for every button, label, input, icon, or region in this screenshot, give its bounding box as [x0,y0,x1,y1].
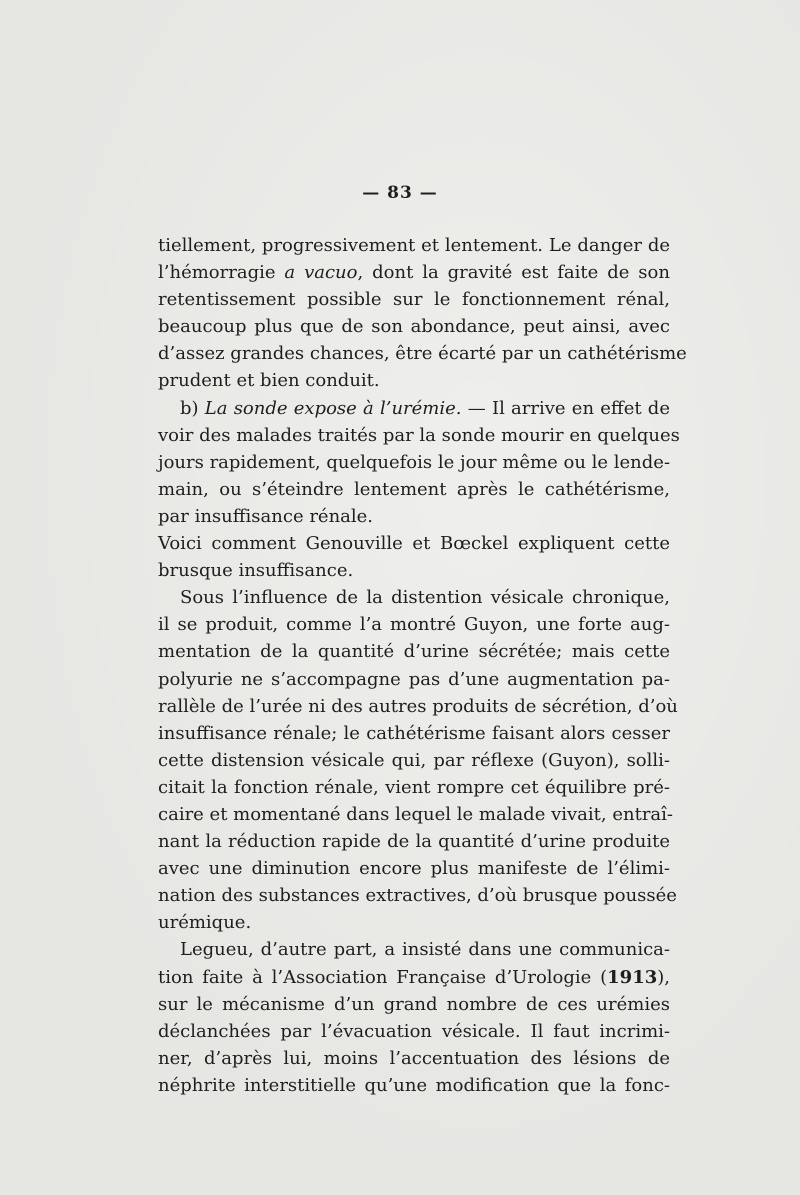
text-span: il se produit, comme l’a montré Guyon, une forte aug- [158,614,670,636]
text-span: tiellement, progressivement et lentement. Le danger de [158,235,670,256]
text-span: nation des substances extractives, d’où brusque poussée [158,885,677,907]
text-line [158,340,687,367]
italic-text: a vacuo [284,262,358,284]
text-span: — Il arrive en effet de [461,397,670,419]
text-span: néphrite interstitielle qu’une modification que la fonc- [158,1074,670,1096]
text-span: polyurie ne s’accompagne pas d’une augmentation pa- [158,668,670,690]
paragraph [158,530,670,584]
body-text [158,232,687,1099]
text-line [158,747,670,774]
text-span: Sous l’influence de la distention vésicale chronique, [180,587,670,609]
text-span: prudent et bien conduit. [158,370,380,392]
text-span: déclanchées par l’évacuation vésicale. Il faut incrimi- [158,1020,670,1042]
text-line [158,801,673,828]
text-line [158,666,670,693]
text-span: , dont la gravité est faite de son [357,262,670,284]
text-line [158,638,670,665]
text-span: d’assez grandes chances, être écarté par un cathétérisme [158,343,687,365]
text-span: main, ou s’éteindre lentement après le cathétérisme, [158,478,670,500]
text-span: tion faite à l’Association Française d’Urologie ( [158,966,608,988]
text-line [158,313,670,340]
italic-text: La sonde expose à l’urémie. [204,397,462,419]
text-line [158,232,670,259]
text-span: voir des malades traités par la sonde mourir en quelques [158,424,680,446]
text-span: brusque insuffisance. [158,560,354,582]
text-line [158,1045,670,1072]
text-line [158,530,670,557]
paragraph [158,232,687,395]
text-span: citait la fonction rénale, vient rompre cet équilibre pré- [158,776,670,798]
text-span: l’hémorragie [158,262,285,284]
paragraph [158,395,680,530]
text-line [158,720,670,747]
text-line [158,774,670,801]
text-line [158,936,670,963]
paragraph [158,936,670,1099]
text-span: caire et momentané dans lequel le malade vivait, entraî- [158,803,673,825]
text-span: mentation de la quantité d’urine sécrétée; mais cette [158,641,670,663]
paragraph [158,584,678,936]
bold-text: 1913 [607,966,658,988]
text-span: beaucoup plus que de son abondance, peut ainsi, avec [158,316,670,338]
text-span: Voici comment Genouville et Bœckel expliquent cette [158,533,670,555]
text-span: nant la réduction rapide de la quantité d’urine produite [158,831,670,853]
page-number: — 83 — [362,183,438,203]
text-span: insuffisance rénale; le cathétérisme faisant alors cesser [158,722,670,744]
text-line [158,503,670,530]
text-line [158,286,670,313]
text-span: retentissement possible sur le fonctionnement rénal, [158,289,670,311]
text-line [158,259,670,286]
text-line [158,367,670,394]
text-line [158,855,670,882]
text-line [158,964,670,991]
text-span: sur le mécanisme d’un grand nombre de ces urémies [158,993,670,1015]
text-line [158,611,670,638]
text-line [158,1072,670,1099]
text-span: rallèle de l’urée ni des autres produits de sécrétion, d’où [158,695,678,717]
text-span: avec une diminution encore plus manifeste de l’élimi- [158,858,670,880]
text-span: urémique. [158,912,252,934]
text-line [158,991,670,1018]
text-line [158,476,670,503]
text-line [158,693,678,720]
text-span: jours rapidement, quelquefois le jour même ou le lende- [158,451,671,473]
text-line [158,909,670,936]
text-span: Legueu, d’autre part, a insisté dans une communica- [180,939,670,961]
text-line [158,449,670,476]
text-line [158,882,677,909]
text-line [158,584,670,611]
text-span: cette distension vésicale qui, par réflexe (Guyon), solli- [158,749,670,771]
text-span: ner, d’après lui, moins l’accentuation des lésions de [158,1047,670,1069]
text-line [158,1018,670,1045]
text-span: ), [657,966,670,988]
text-line [158,422,680,449]
text-span: b) [180,397,205,419]
text-line [158,828,670,855]
text-span: par insuffisance rénale. [158,505,374,527]
text-line [158,395,670,422]
text-line [158,557,670,584]
